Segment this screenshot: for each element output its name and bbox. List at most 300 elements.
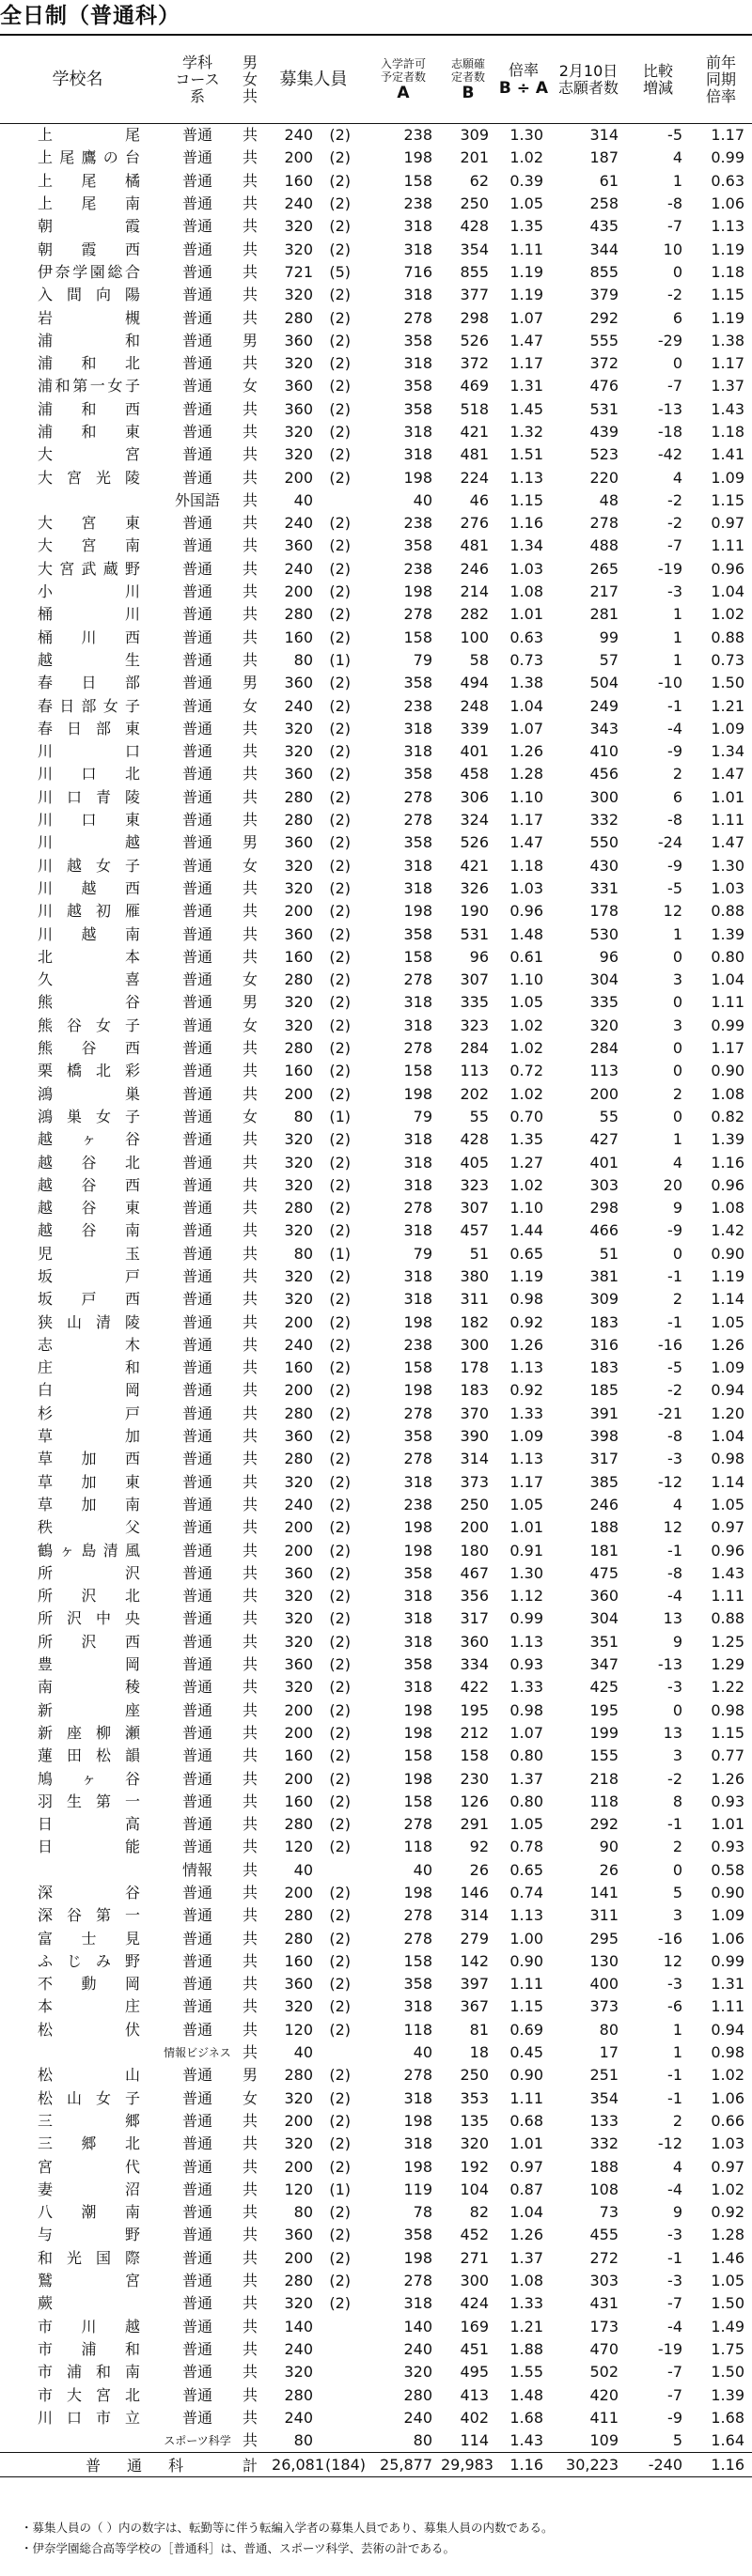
difference-cell: -6 (667, 1997, 682, 2016)
sex-cell: 共 (242, 1860, 258, 1879)
admission-quota-cell: 198 (403, 2157, 432, 2176)
feb10-applicants-cell: 411 (589, 2408, 619, 2427)
admission-quota-cell: 318 (403, 1266, 432, 1285)
feb10-applicants-cell: 108 (589, 2180, 619, 2198)
feb10-applicants-cell: 530 (589, 924, 619, 943)
feb10-applicants-cell: 502 (589, 2363, 619, 2382)
difference-cell: 0 (672, 947, 682, 966)
confirmed-applicants-cell: 180 (460, 1541, 489, 1560)
ratio-cell: 0.92 (509, 1312, 543, 1331)
admission-quota-cell: 278 (403, 970, 432, 989)
difference-cell: -2 (667, 490, 682, 509)
ratio-cell: 1.28 (509, 765, 543, 784)
ratio-cell: 1.18 (509, 856, 543, 875)
sex-cell: 共 (242, 1769, 258, 1788)
ratio-cell: 1.02 (509, 1084, 543, 1103)
course-cell: 普通 (181, 924, 212, 943)
sex-cell: 共 (242, 1792, 258, 1810)
admission-quota-cell: 238 (403, 194, 432, 213)
table-row (0, 1791, 752, 1813)
recruit-cell: 320 (2) (284, 240, 351, 258)
previous-ratio-cell: 1.68 (711, 2408, 744, 2427)
total-prev-cell: 1.16 (690, 2453, 752, 2477)
sex-cell: 共 (242, 2111, 258, 2130)
ratio-cell: 1.48 (509, 2385, 543, 2404)
table-row (0, 1585, 752, 1607)
school-name-cell: 川口市立 (38, 2408, 140, 2427)
table-row (0, 2292, 752, 2315)
previous-ratio-cell: 0.77 (711, 1746, 744, 1765)
recruit-cell: 240 (284, 2408, 313, 2427)
school-name-cell: 草加 (38, 1427, 140, 1446)
school-name-cell: 北本 (38, 947, 140, 966)
table-row (0, 1562, 752, 1585)
admission-quota-cell: 358 (403, 1975, 432, 1994)
confirmed-applicants-cell: 481 (460, 445, 489, 464)
admission-quota-cell: 318 (403, 2294, 432, 2313)
table-row (0, 831, 752, 854)
course-cell: 普通 (181, 2385, 212, 2404)
course-cell: 普通 (181, 1312, 212, 1331)
ratio-cell: 1.07 (509, 308, 543, 327)
table-row (0, 1448, 752, 1470)
sex-cell: 共 (242, 490, 258, 509)
confirmed-applicants-cell: 317 (460, 1609, 489, 1628)
school-name-cell: 三郷 (38, 2111, 140, 2130)
table-row (0, 627, 752, 649)
school-name-cell: 川越南 (38, 924, 140, 943)
table-row (0, 306, 752, 329)
recruit-cell: 40 (293, 2043, 313, 2062)
admission-quota-cell: 318 (403, 1153, 432, 1172)
school-name-cell: 深谷第一 (38, 1906, 140, 1925)
confirmed-applicants-cell: 104 (460, 2180, 489, 2198)
table-row (0, 694, 752, 717)
recruit-cell: 280 (2) (284, 970, 351, 989)
admission-quota-cell: 358 (403, 399, 432, 418)
recruit-cell: 320 (284, 2363, 313, 2382)
confirmed-applicants-cell: 18 (469, 2043, 489, 2062)
course-cell: 普通 (181, 833, 212, 852)
difference-cell: -1 (667, 1541, 682, 1560)
admission-quota-cell: 198 (403, 1312, 432, 1331)
confirmed-applicants-cell: 334 (460, 1655, 489, 1674)
confirmed-applicants-cell: 320 (460, 2134, 489, 2153)
admission-quota-cell: 198 (403, 1723, 432, 1742)
recruit-cell: 320 (2) (284, 2134, 351, 2153)
difference-cell: 4 (672, 468, 682, 487)
feb10-applicants-cell: 281 (589, 605, 619, 624)
confirmed-applicants-cell: 458 (460, 765, 489, 784)
table-row (0, 2407, 752, 2429)
school-name-cell: 蕨 (38, 2294, 54, 2313)
confirmed-applicants-cell: 353 (460, 2088, 489, 2107)
table-row (0, 421, 752, 443)
recruit-cell: 280 (2) (284, 1039, 351, 1058)
course-cell: 普通 (181, 1609, 212, 1628)
confirmed-applicants-cell: 46 (469, 490, 489, 509)
course-cell: 普通 (181, 148, 212, 167)
difference-cell: -9 (667, 1221, 682, 1240)
header-previous-ratio: 前年 同期 倍率 (690, 36, 752, 124)
confirmed-applicants-cell: 373 (460, 1472, 489, 1491)
admission-quota-cell: 318 (403, 1290, 432, 1309)
feb10-applicants-cell: 133 (589, 2111, 619, 2130)
recruit-cell: 320 (2) (284, 1678, 351, 1697)
admission-quota-cell: 358 (403, 765, 432, 784)
ratio-cell: 1.01 (509, 1518, 543, 1537)
previous-ratio-cell: 0.98 (711, 1450, 744, 1468)
school-name-cell: 坂戸西 (38, 1290, 140, 1309)
previous-ratio-cell: 1.39 (711, 924, 744, 943)
previous-ratio-cell: 0.97 (711, 514, 744, 533)
feb10-applicants-cell: 488 (589, 536, 619, 555)
confirmed-applicants-cell: 300 (460, 1335, 489, 1354)
difference-cell: -8 (667, 811, 682, 830)
difference-cell: 2 (672, 765, 682, 784)
confirmed-applicants-cell: 354 (460, 240, 489, 258)
sex-cell: 共 (242, 650, 258, 669)
course-cell: 普通 (181, 1084, 212, 1103)
difference-cell: 0 (672, 1700, 682, 1719)
ratio-cell: 1.10 (509, 787, 543, 806)
difference-cell: -8 (667, 1427, 682, 1446)
recruit-cell: 200 (2) (284, 1884, 351, 1901)
table-row (0, 672, 752, 694)
difference-cell: -3 (667, 2226, 682, 2244)
recruit-cell: 320 (2) (284, 423, 351, 441)
confirmed-applicants-cell: 451 (460, 2339, 489, 2358)
recruit-cell: 280 (2) (284, 1929, 351, 1948)
table-row (0, 2064, 752, 2087)
feb10-applicants-cell: 381 (589, 1266, 619, 1285)
feb10-applicants-cell: 295 (589, 1929, 619, 1948)
admission-quota-cell: 318 (403, 719, 432, 737)
confirmed-applicants-cell: 279 (460, 1929, 489, 1948)
feb10-applicants-cell: 343 (589, 719, 619, 737)
previous-ratio-cell: 1.25 (711, 1632, 744, 1651)
recruit-cell: 240 (2) (284, 514, 351, 533)
feb10-applicants-cell: 55 (599, 1107, 619, 1125)
difference-cell: 0 (672, 1062, 682, 1080)
recruit-cell: 200 (2) (284, 902, 351, 921)
feb10-applicants-cell: 265 (589, 559, 619, 578)
table-header-row (0, 36, 752, 124)
recruit-cell: 160 (2) (284, 1951, 351, 1970)
difference-cell: -24 (657, 833, 682, 852)
confirmed-applicants-cell: 405 (460, 1153, 489, 1172)
previous-ratio-cell: 1.04 (711, 970, 744, 989)
previous-ratio-cell: 1.06 (711, 2088, 744, 2107)
admission-quota-cell: 358 (403, 377, 432, 396)
feb10-applicants-cell: 292 (589, 308, 619, 327)
difference-cell: 1 (672, 924, 682, 943)
recruit-cell: 320 (2) (284, 286, 351, 304)
admission-quota-cell: 40 (413, 2043, 432, 2062)
previous-ratio-cell: 1.11 (711, 993, 744, 1012)
difference-cell: -9 (667, 2408, 682, 2427)
sex-cell: 共 (242, 1358, 258, 1377)
sex-cell: 共 (242, 126, 258, 145)
recruit-cell: 721 (5) (284, 262, 351, 281)
recruit-cell: 80 (1) (293, 650, 351, 669)
header-sex: 男 女 共 (240, 36, 260, 124)
confirmed-applicants-cell: 397 (460, 1975, 489, 1994)
sex-cell: 共 (242, 2020, 258, 2039)
previous-ratio-cell: 1.50 (711, 2363, 744, 2382)
table-row (0, 193, 752, 215)
ratio-cell: 1.04 (509, 696, 543, 715)
school-name-cell: 上尾南 (38, 194, 140, 213)
course-cell: 普通 (181, 1655, 212, 1674)
confirmed-applicants-cell: 323 (460, 1175, 489, 1194)
feb10-applicants-cell: 304 (589, 1609, 619, 1628)
sex-cell: 共 (242, 194, 258, 213)
course-cell: 普通 (181, 605, 212, 624)
previous-ratio-cell: 1.02 (711, 605, 744, 624)
recruit-cell: 240 (2) (284, 126, 351, 145)
table-row (0, 1174, 752, 1197)
ratio-cell: 0.98 (509, 1290, 543, 1309)
confirmed-applicants-cell: 224 (460, 468, 489, 487)
feb10-applicants-cell: 220 (589, 468, 619, 487)
recruit-cell: 40 (293, 490, 313, 509)
total-applicants-cell: 29,983 (440, 2453, 496, 2477)
course-cell: 普通 (181, 742, 212, 761)
feb10-applicants-cell: 317 (589, 1450, 619, 1468)
feb10-applicants-cell: 331 (589, 878, 619, 897)
confirmed-applicants-cell: 390 (460, 1427, 489, 1446)
applicants-table (0, 36, 752, 2477)
table-row (0, 2179, 752, 2201)
sex-cell: 共 (242, 1221, 258, 1240)
school-name-cell: 鴻巣 (38, 1084, 140, 1103)
confirmed-applicants-cell: 62 (469, 171, 489, 190)
course-cell: 普通 (181, 1153, 212, 1172)
confirmed-applicants-cell: 195 (460, 1700, 489, 1719)
table-row (0, 1357, 752, 1379)
confirmed-applicants-cell: 428 (460, 1130, 489, 1149)
sex-cell: 共 (242, 399, 258, 418)
ratio-cell: 1.43 (509, 2431, 543, 2450)
feb10-applicants-cell: 183 (589, 1358, 619, 1377)
confirmed-applicants-cell: 356 (460, 1587, 489, 1606)
difference-cell: -1 (667, 1815, 682, 1834)
sex-cell: 共 (242, 217, 258, 236)
school-name-cell: 秩父 (38, 1518, 140, 1537)
difference-cell: -4 (667, 719, 682, 737)
confirmed-applicants-cell: 51 (469, 1244, 489, 1263)
feb10-applicants-cell: 188 (589, 2157, 619, 2176)
course-cell: 普通 (181, 240, 212, 258)
ratio-cell: 1.00 (509, 1929, 543, 1948)
admission-quota-cell: 198 (403, 582, 432, 601)
confirmed-applicants-cell: 96 (469, 947, 489, 966)
difference-cell: 1 (672, 628, 682, 646)
table-row (0, 969, 752, 991)
sex-cell: 共 (242, 1244, 258, 1263)
recruit-cell: 280 (2) (284, 605, 351, 624)
previous-ratio-cell: 0.88 (711, 628, 744, 646)
recruit-cell: 80 (1) (293, 1244, 351, 1263)
sex-cell: 共 (242, 2385, 258, 2404)
course-cell: 普通 (181, 1632, 212, 1651)
ratio-cell: 1.10 (509, 970, 543, 989)
sex-cell: 女 (242, 1016, 258, 1034)
recruit-cell: 360 (2) (284, 1427, 351, 1446)
ratio-cell: 1.08 (509, 582, 543, 601)
admission-quota-cell: 240 (403, 2339, 432, 2358)
table-row (0, 1288, 752, 1311)
table-row (0, 2224, 752, 2246)
previous-ratio-cell: 0.92 (711, 2203, 744, 2222)
feb10-applicants-cell: 351 (589, 1632, 619, 1651)
confirmed-applicants-cell: 452 (460, 2226, 489, 2244)
confirmed-applicants-cell: 250 (460, 194, 489, 213)
previous-ratio-cell: 1.04 (711, 1427, 744, 1446)
feb10-applicants-cell: 183 (589, 1312, 619, 1331)
previous-ratio-cell: 0.58 (711, 1860, 744, 1879)
sex-cell: 共 (242, 811, 258, 830)
feb10-applicants-cell: 61 (599, 171, 619, 190)
recruit-cell: 200 (2) (284, 2111, 351, 2130)
difference-cell: -5 (667, 126, 682, 145)
table-row (0, 170, 752, 193)
admission-quota-cell: 278 (403, 1039, 432, 1058)
ratio-cell: 1.38 (509, 674, 543, 692)
ratio-cell: 1.05 (509, 993, 543, 1012)
ratio-cell: 0.90 (509, 2066, 543, 2085)
confirmed-applicants-cell: 495 (460, 2363, 489, 2382)
school-name-cell: 杉戸 (38, 1404, 140, 1422)
feb10-applicants-cell: 504 (589, 674, 619, 692)
course-cell: 普通 (181, 1199, 212, 1218)
previous-ratio-cell: 0.66 (711, 2111, 744, 2130)
table-row (0, 1060, 752, 1082)
confirmed-applicants-cell: 526 (460, 331, 489, 349)
table-row (0, 1082, 752, 1105)
difference-cell: 0 (672, 354, 682, 373)
course-cell: 普通 (181, 514, 212, 533)
course-cell: 普通 (181, 878, 212, 897)
school-name-cell: 草加西 (38, 1450, 140, 1468)
table-row (0, 1607, 752, 1630)
table-row (0, 2383, 752, 2406)
recruit-cell: 280 (2) (284, 308, 351, 327)
previous-ratio-cell: 1.75 (711, 2339, 744, 2358)
difference-cell: 9 (672, 2203, 682, 2222)
ratio-cell: 1.17 (509, 354, 543, 373)
feb10-applicants-cell: 385 (589, 1472, 619, 1491)
ratio-cell: 1.26 (509, 2226, 543, 2244)
school-name-cell: 朝霞 (38, 217, 140, 236)
confirmed-applicants-cell: 142 (460, 1951, 489, 1970)
course-cell: 普通 (181, 559, 212, 578)
admission-quota-cell: 318 (403, 856, 432, 875)
admission-quota-cell: 278 (403, 1199, 432, 1218)
admission-quota-cell: 198 (403, 1084, 432, 1103)
course-cell: 普通 (181, 331, 212, 349)
course-cell: 普通 (181, 286, 212, 304)
difference-cell: -18 (657, 423, 682, 441)
sex-cell: 共 (242, 1838, 258, 1856)
sex-cell: 共 (242, 1997, 258, 2016)
sex-cell: 共 (242, 1381, 258, 1400)
school-name-cell: 川口 (38, 742, 140, 761)
total-feb10-cell: 30,223 (551, 2453, 626, 2477)
confirmed-applicants-cell: 306 (460, 787, 489, 806)
recruit-cell: 360 (2) (284, 377, 351, 396)
recruit-cell: 280 (284, 2385, 313, 2404)
table-row (0, 1973, 752, 1995)
difference-cell: 5 (672, 2431, 682, 2450)
recruit-cell: 360 (2) (284, 833, 351, 852)
ratio-cell: 1.15 (509, 490, 543, 509)
ratio-cell: 1.12 (509, 1587, 543, 1606)
difference-cell: -2 (667, 286, 682, 304)
ratio-cell: 1.27 (509, 1153, 543, 1172)
admission-quota-cell: 318 (403, 1587, 432, 1606)
feb10-applicants-cell: 303 (589, 1175, 619, 1194)
recruit-cell: 160 (2) (284, 1358, 351, 1377)
feb10-applicants-cell: 320 (589, 1016, 619, 1034)
sex-cell: 女 (242, 696, 258, 715)
feb10-applicants-cell: 17 (599, 2043, 619, 2062)
table-row (0, 489, 752, 512)
feb10-applicants-cell: 80 (599, 2020, 619, 2039)
school-name-cell: 越ヶ谷 (38, 1130, 140, 1149)
header-admission-quota: 入学許可 予定者数 A (367, 36, 440, 124)
school-name-cell: 浦和 (38, 331, 140, 349)
feb10-applicants-cell: 456 (589, 765, 619, 784)
sex-cell: 共 (242, 262, 258, 281)
difference-cell: -1 (667, 2248, 682, 2267)
difference-cell: -7 (667, 2294, 682, 2313)
course-cell: 普通 (181, 1175, 212, 1194)
recruit-cell: 320 (2) (284, 1472, 351, 1491)
difference-cell: -12 (657, 1472, 682, 1491)
confirmed-applicants-cell: 135 (460, 2111, 489, 2130)
admission-quota-cell: 318 (403, 2088, 432, 2107)
recruit-cell: 280 (2) (284, 787, 351, 806)
recruit-cell: 200 (2) (284, 2157, 351, 2176)
school-name-cell: 越谷南 (38, 1221, 140, 1240)
header-confirmed-applicants: 志願確 定者数 B (440, 36, 496, 124)
difference-cell: -1 (667, 1266, 682, 1285)
school-name-cell: 児玉 (38, 1244, 140, 1263)
ratio-cell: 1.11 (509, 1975, 543, 1994)
previous-ratio-cell: 1.06 (711, 1929, 744, 1948)
difference-cell: 5 (672, 1884, 682, 1901)
table-row (0, 1631, 752, 1653)
previous-ratio-cell: 1.46 (711, 2248, 744, 2267)
feb10-applicants-cell: 141 (589, 1884, 619, 1901)
previous-ratio-cell: 0.98 (711, 2043, 744, 2062)
table-row (0, 1471, 752, 1494)
confirmed-applicants-cell: 401 (460, 742, 489, 761)
previous-ratio-cell: 1.13 (711, 217, 744, 236)
recruit-cell: 200 (2) (284, 1518, 351, 1537)
school-name-cell: 松山 (38, 2066, 140, 2085)
admission-quota-cell: 278 (403, 308, 432, 327)
recruit-cell: 320 (2) (284, 719, 351, 737)
previous-ratio-cell: 1.09 (711, 719, 744, 737)
feb10-applicants-cell: 246 (589, 1495, 619, 1513)
admission-quota-cell: 318 (403, 423, 432, 441)
ratio-cell: 1.33 (509, 1678, 543, 1697)
difference-cell: -3 (667, 1975, 682, 1994)
difference-cell: 12 (663, 902, 682, 921)
